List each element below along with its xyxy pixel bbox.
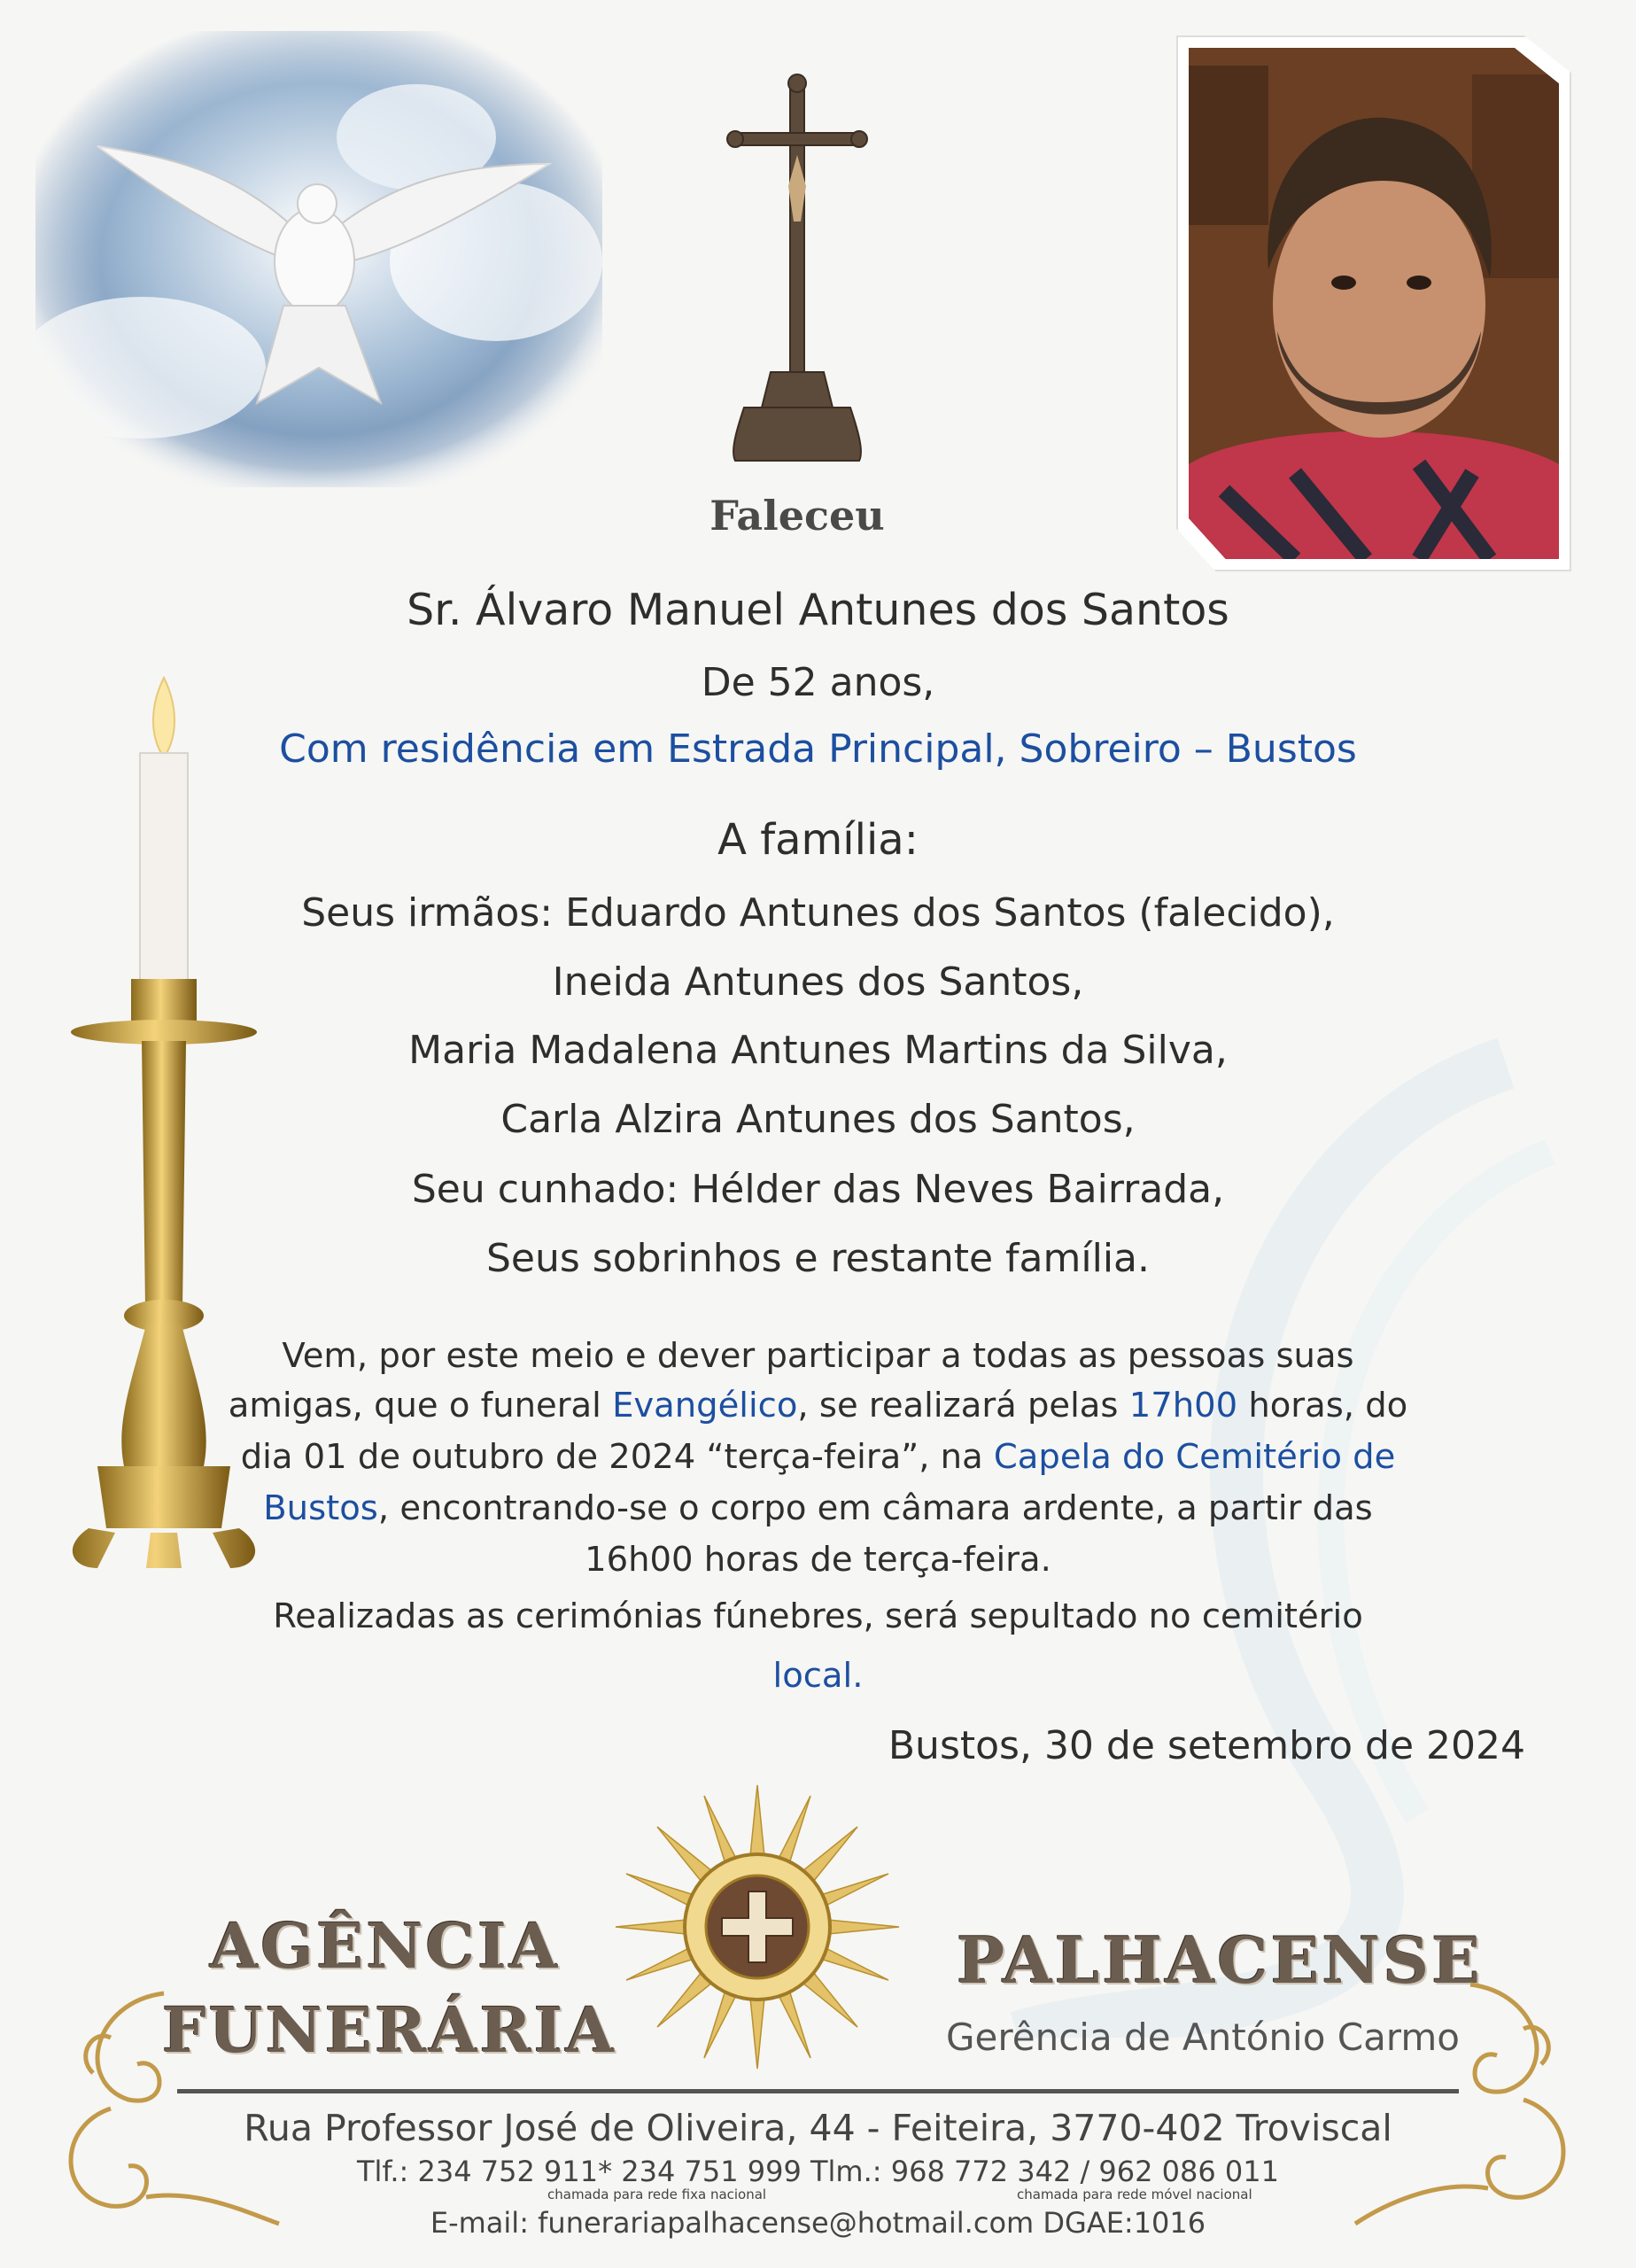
funeral-location: Capela do Cemitério de	[993, 1437, 1396, 1477]
announcement-line	[0, 1381, 1636, 1431]
announcement-text: , encontrando-se o corpo em câmara ardente, a partir das	[377, 1488, 1373, 1528]
family-line: Maria Madalena Antunes Martins da Silva,	[408, 1028, 1228, 1073]
announcement-text: , se realizará pelas	[797, 1386, 1129, 1425]
portrait-photo	[1189, 48, 1559, 559]
announcement-line	[0, 1484, 1636, 1534]
deceased-residence: Com residência em Estrada Principal, Sobreiro – Bustos	[279, 726, 1357, 772]
agency-seal-icon	[611, 1781, 903, 2073]
deceased-age: De 52 anos,	[701, 660, 935, 705]
agency-word-2: FUNERÁRIA	[162, 1993, 616, 2067]
agency-address: Rua Professor José de Oliveira, 44 - Feiteira, 3770-402 Troviscal	[244, 2107, 1392, 2149]
agency-phones: Tlf.: 234 752 911* 234 751 999 Tlm.: 968 772 342 / 962 086 011	[356, 2155, 1279, 2188]
heading-faleceu: Faleceu	[709, 492, 885, 540]
announcement-line: local.	[772, 1656, 864, 1696]
funeral-location-town: Bustos	[263, 1488, 378, 1528]
announcement-line	[0, 1433, 1636, 1482]
phone-note-fixed: chamada para rede fixa nacional	[547, 2186, 767, 2202]
announcement-line: Realizadas as cerimónias fúnebres, será sepultado no cemitério	[273, 1596, 1363, 1636]
announcement-text: horas, do	[1237, 1386, 1408, 1425]
funeral-type: Evangélico	[612, 1386, 798, 1425]
agency-email: E-mail: funerariapalhacense@hotmail.com DGAE:1016	[430, 2206, 1206, 2240]
ornament-scroll-icon	[40, 1976, 288, 2233]
place-date: Bustos, 30 de setembro de 2024	[888, 1723, 1525, 1768]
family-title: A família:	[717, 815, 919, 865]
announcement-text: amigas, que o funeral	[228, 1386, 613, 1425]
funeral-time: 17h00	[1128, 1386, 1238, 1425]
family-line: Seu cunhado: Hélder das Neves Bairrada,	[411, 1167, 1225, 1212]
agency-name: PALHACENSE	[957, 1922, 1484, 1998]
agency-word-1: AGÊNCIA	[210, 1909, 561, 1983]
agency-management: Gerência de António Carmo	[946, 2016, 1460, 2059]
family-line: Ineida Antunes dos Santos,	[552, 959, 1084, 1005]
announcement-text: dia 01 de outubro de 2024 “terça-feira”, na	[240, 1437, 994, 1477]
crucifix-icon	[717, 71, 877, 470]
family-line: Carla Alzira Antunes dos Santos,	[500, 1097, 1136, 1142]
family-line: Seus irmãos: Eduardo Antunes dos Santos (falecido),	[301, 890, 1335, 936]
dove-image	[35, 31, 602, 487]
footer-divider	[177, 2089, 1459, 2093]
announcement-line: 16h00 horas de terça-feira.	[585, 1540, 1051, 1580]
deceased-name: Sr. Álvaro Manuel Antunes dos Santos	[407, 585, 1229, 635]
phone-note-mobile: chamada para rede móvel nacional	[1017, 2186, 1252, 2202]
family-line: Seus sobrinhos e restante família.	[485, 1236, 1150, 1281]
announcement-line: Vem, por este meio e dever participar a todas as pessoas suas	[282, 1336, 1354, 1376]
ornament-scroll-icon	[1329, 1967, 1594, 2233]
